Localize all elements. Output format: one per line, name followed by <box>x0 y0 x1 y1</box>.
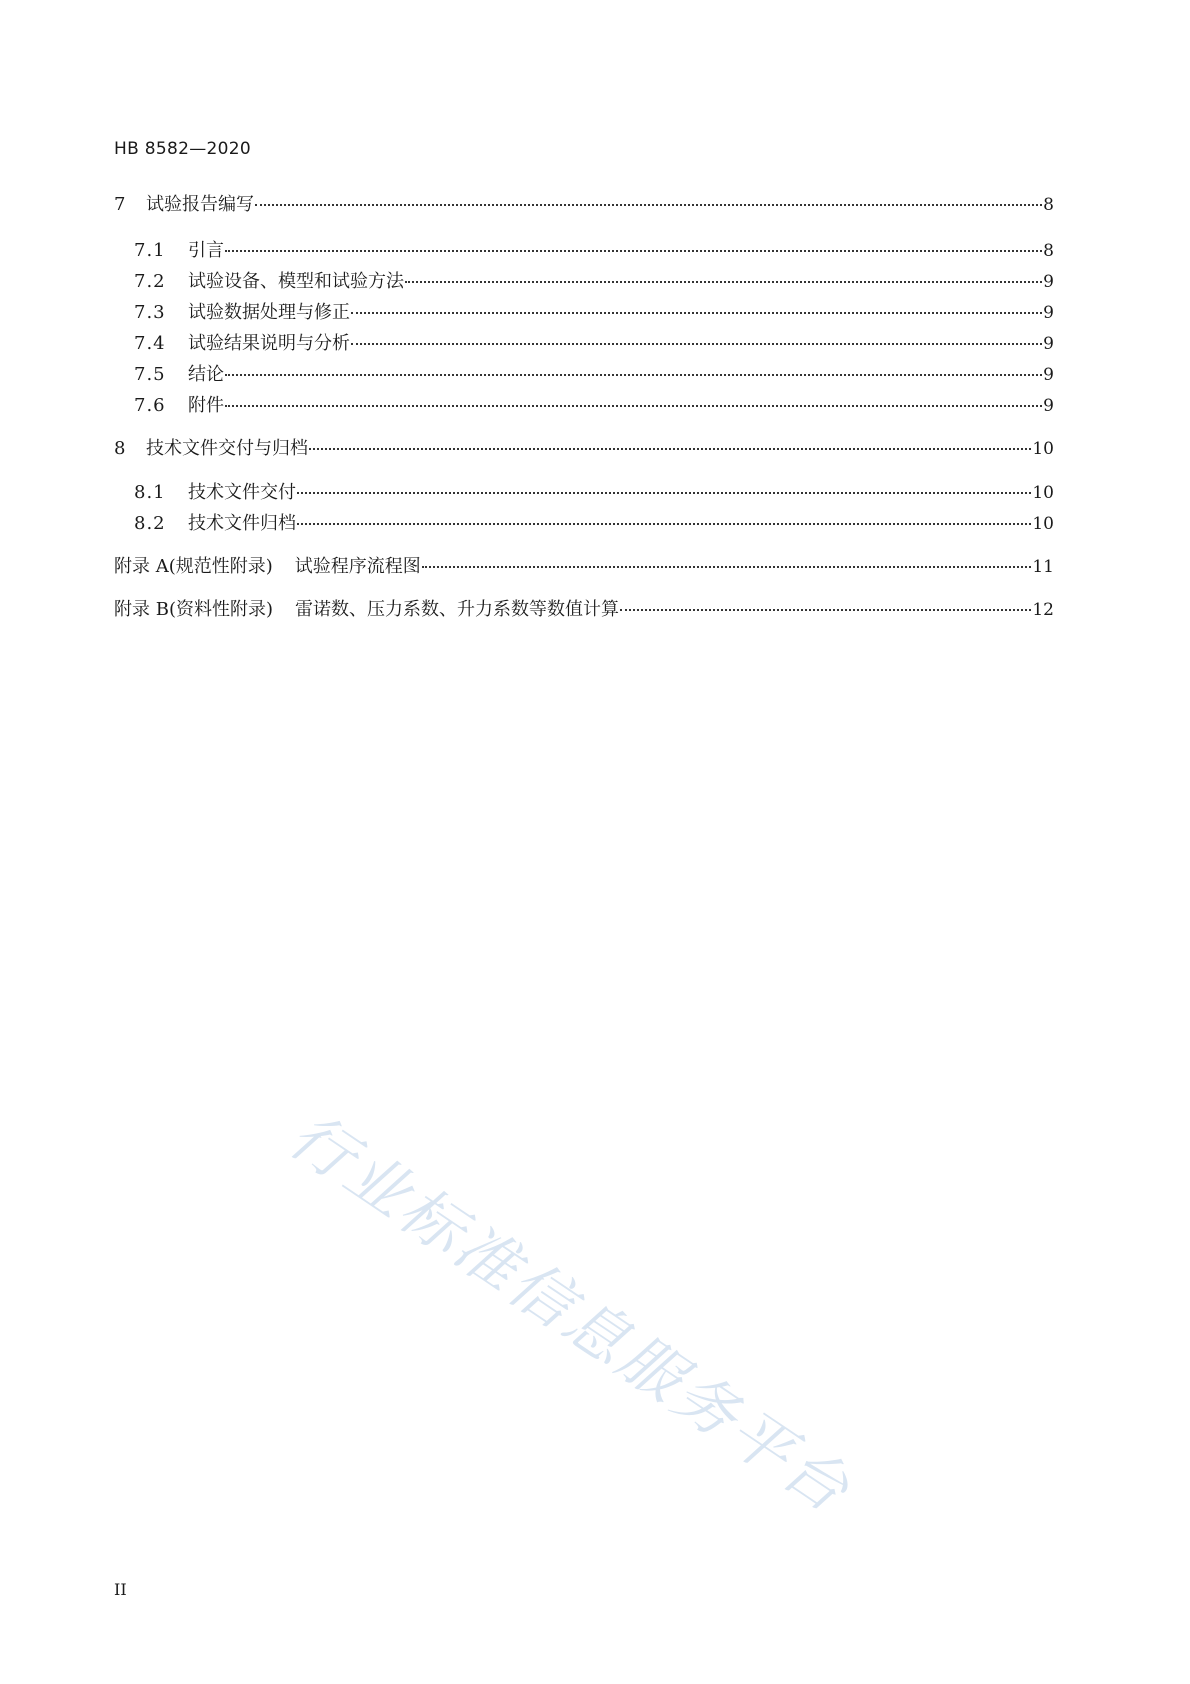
toc-entry-7[interactable] <box>114 190 1054 215</box>
toc-entry-7-1[interactable] <box>114 236 1054 261</box>
toc-page: 10 <box>1032 439 1054 459</box>
toc-title: 试验数据处理与修正 <box>188 302 350 323</box>
page-number: II <box>114 1580 127 1599</box>
toc-entry-appendix-b[interactable] <box>114 595 1054 620</box>
toc-page: 9 <box>1043 272 1054 292</box>
toc-entry-7-5[interactable] <box>114 360 1054 385</box>
dot-leader <box>297 523 1031 525</box>
toc-title: 试验程序流程图 <box>294 556 421 577</box>
dot-leader <box>422 566 1032 568</box>
toc-title: 技术文件交付与归档 <box>146 438 308 459</box>
dot-leader <box>309 448 1031 450</box>
toc-title: 试验设备、模型和试验方法 <box>188 271 404 292</box>
toc-entry-8[interactable] <box>114 434 1054 459</box>
toc-page: 11 <box>1032 557 1054 577</box>
toc-title: 技术文件交付 <box>188 482 296 503</box>
dot-leader <box>225 405 1042 407</box>
toc-page: 10 <box>1032 483 1054 503</box>
toc-num: 7.6 <box>134 395 166 416</box>
dot-leader <box>225 374 1042 376</box>
toc-num: 附录 B(资料性附录) <box>114 599 273 620</box>
toc-page: 9 <box>1043 396 1054 416</box>
toc-num: 7.4 <box>134 333 166 354</box>
dot-leader <box>225 250 1042 252</box>
toc-num: 8 <box>114 438 126 459</box>
toc-entry-7-2[interactable] <box>114 267 1054 292</box>
toc-num: 7.1 <box>134 240 166 261</box>
toc-num: 7.5 <box>134 364 166 385</box>
dot-leader <box>351 343 1042 345</box>
toc-num: 8.2 <box>134 513 166 534</box>
dot-leader <box>297 492 1031 494</box>
watermark: 行业标准信息服务平台 <box>276 1098 865 1528</box>
toc-entry-7-3[interactable] <box>114 298 1054 323</box>
toc-entry-7-4[interactable] <box>114 329 1054 354</box>
toc-title: 附件 <box>188 395 224 416</box>
toc-page: 9 <box>1043 365 1054 385</box>
toc-page: 10 <box>1032 514 1054 534</box>
toc-entry-8-1[interactable] <box>114 478 1054 503</box>
document-id: HB 8582—2020 <box>114 139 251 159</box>
toc-title: 技术文件归档 <box>188 513 296 534</box>
toc-num: 附录 A(规范性附录) <box>114 556 273 577</box>
toc-entry-7-6[interactable] <box>114 391 1054 416</box>
dot-leader <box>405 281 1042 283</box>
toc-page: 9 <box>1043 334 1054 354</box>
toc-page: 8 <box>1043 195 1054 215</box>
toc-page: 12 <box>1032 600 1054 620</box>
toc-entry-appendix-a[interactable] <box>114 552 1054 577</box>
toc-title: 试验结果说明与分析 <box>188 333 350 354</box>
toc-page: 8 <box>1043 241 1054 261</box>
toc-page: 9 <box>1043 303 1054 323</box>
toc-entry-8-2[interactable] <box>114 509 1054 534</box>
toc-title: 结论 <box>188 364 224 385</box>
toc-num: 7 <box>114 194 126 215</box>
dot-leader <box>351 312 1042 314</box>
dot-leader <box>620 609 1031 611</box>
toc-title: 引言 <box>188 240 224 261</box>
toc-num: 8.1 <box>134 482 166 503</box>
dot-leader <box>255 204 1042 206</box>
toc-title: 试验报告编写 <box>146 194 254 215</box>
toc-num: 7.3 <box>134 302 166 323</box>
toc-title: 雷诺数、压力系数、升力系数等数值计算 <box>295 599 619 620</box>
toc-num: 7.2 <box>134 271 166 292</box>
